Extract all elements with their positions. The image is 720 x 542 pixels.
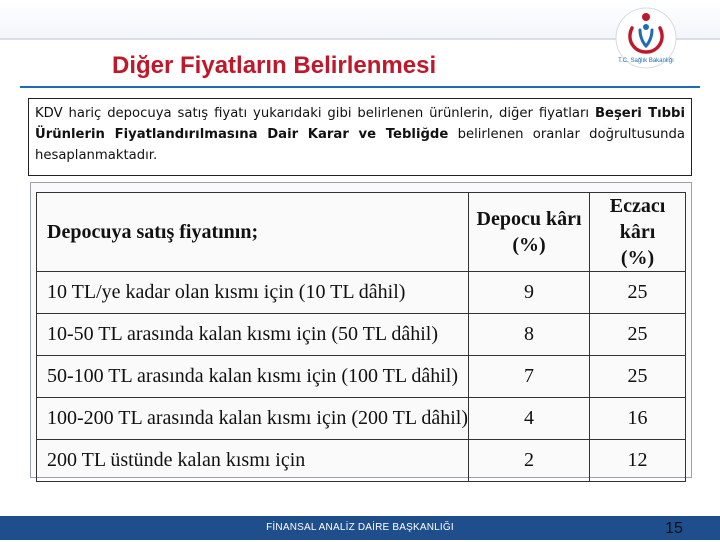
table-row [37, 440, 686, 482]
intro-text-2: belirlenen oranlar doğrultusunda hesaplanmaktadır. [35, 127, 685, 163]
row-depocu-value: 4 [469, 398, 590, 440]
intro-bold-text: Beşeri Tıbbi Ürünlerin Fiyatlandırılmasına Dair Karar ve Tebliğde [35, 106, 685, 142]
table-header-row [37, 193, 686, 272]
header-depocu-line1: Depocu kârı [476, 208, 582, 230]
row-depocu-value: 7 [469, 356, 590, 398]
table-row [37, 356, 686, 398]
row-range: 50-100 TL arasında kalan kısmı için (100 TL dâhil) [37, 356, 469, 398]
row-range: 10 TL/ye kadar olan kısmı için (10 TL dâhil) [37, 272, 469, 314]
row-eczaci-value: 25 [590, 314, 686, 356]
header-depocu-line2: (%) [512, 234, 546, 256]
slide-title: Diğer Fiyatların Belirlenmesi [112, 52, 437, 79]
header-eczaci-line1: Eczacı kârı [609, 195, 666, 243]
table-row [37, 314, 686, 356]
fee-table [36, 192, 686, 482]
row-eczaci-value: 25 [590, 356, 686, 398]
intro-paragraph [28, 98, 692, 176]
row-eczaci-value: 12 [590, 440, 686, 482]
title-underline [20, 86, 700, 88]
header-price-range: Depocuya satış fiyatının; [37, 193, 469, 272]
row-depocu-value: 9 [469, 272, 590, 314]
row-eczaci-value: 16 [590, 398, 686, 440]
row-depocu-value: 2 [469, 440, 590, 482]
row-depocu-value: 8 [469, 314, 590, 356]
row-eczaci-value: 25 [590, 272, 686, 314]
intro-text-1: KDV hariç depocuya satış fiyatı yukarıdaki gibi belirlenen ürünlerin, diğer fiyatları [35, 106, 595, 121]
logo-caption: T.C. Sağlık Bakanlığı [618, 58, 674, 64]
row-range: 10-50 TL arasında kalan kısmı için (50 TL dâhil) [37, 314, 469, 356]
row-range: 200 TL üstünde kalan kısmı için [37, 440, 469, 482]
footer-department: FİNANSAL ANALİZ DAİRE BAŞKANLIĞI [266, 522, 454, 533]
header-eczaci [590, 193, 686, 272]
table-row [37, 398, 686, 440]
table-row [37, 272, 686, 314]
row-range: 100-200 TL arasında kalan kısmı için (200 TL dâhil) [37, 398, 469, 440]
header-eczaci-line2: (%) [620, 247, 655, 269]
page-number: 15 [665, 520, 683, 537]
header-depocu [469, 193, 590, 272]
ministry-logo [606, 6, 686, 80]
